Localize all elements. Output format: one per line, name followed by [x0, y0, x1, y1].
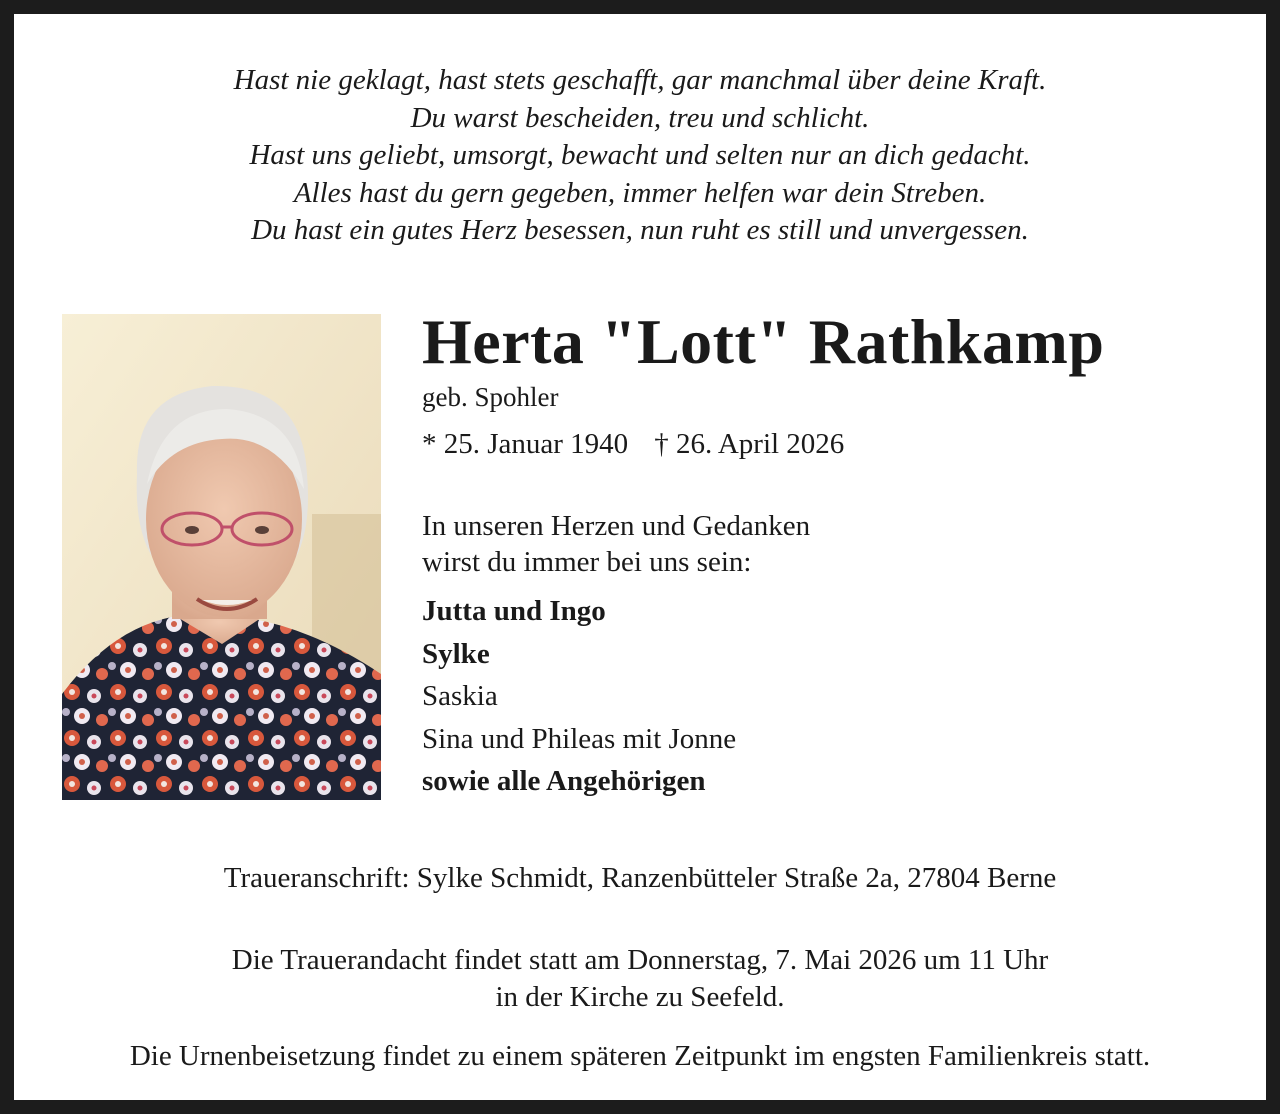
poem-line: Alles hast du gern gegeben, immer helfen war dein Streben.: [293, 176, 987, 209]
poem-line: Hast uns geliebt, umsorgt, bewacht und selten nur an dich gedacht.: [249, 139, 1031, 171]
poem-line: Du warst bescheiden, treu und schlicht.: [410, 101, 870, 134]
mourner-name: Jutta und Ingo: [422, 595, 606, 627]
mourners-list: [422, 590, 1252, 803]
service-info: [28, 942, 1252, 1016]
deceased-info: [422, 304, 1252, 803]
maiden-name: geb. Spohler: [422, 382, 559, 412]
mourner-name: sowie alle Angehörigen: [422, 765, 706, 797]
portrait-photo: [62, 314, 381, 800]
poem: [28, 62, 1252, 250]
message-line: In unseren Herzen und Gedanken: [422, 510, 811, 542]
message-line: wirst du immer bei uns sein:: [422, 546, 752, 578]
remembrance-message: [422, 508, 1252, 580]
life-dates: [422, 426, 1252, 462]
poem-line: Hast nie geklagt, hast stets geschafft, gar manchmal über deine Kraft.: [233, 64, 1047, 96]
service-line: in der Kirche zu Seefeld.: [495, 981, 785, 1013]
mourning-address: Traueranschrift: Sylke Schmidt, Ranzenbütteler Straße 2a, 27804 Berne: [223, 862, 1057, 894]
mourner-name: Saskia: [422, 680, 498, 712]
service-line: Die Trauerandacht findet statt am Donnerstag, 7. Mai 2026 um 11 Uhr: [231, 944, 1049, 976]
deceased-name: Herta "Lott" Rathkamp: [422, 306, 1105, 377]
poem-line: Du hast ein gutes Herz besessen, nun ruht es still und unvergessen.: [251, 214, 1029, 246]
birth-date: * 25. Januar 1940: [422, 428, 629, 460]
mourner-name: Sylke: [422, 637, 490, 670]
burial-note: Die Urnenbeisetzung findet zu einem späteren Zeitpunkt im engsten Familienkreis statt.: [129, 1040, 1151, 1072]
death-date: † 26. April 2026: [654, 428, 845, 460]
mourner-name: Sina und Phileas mit Jonne: [422, 722, 737, 755]
